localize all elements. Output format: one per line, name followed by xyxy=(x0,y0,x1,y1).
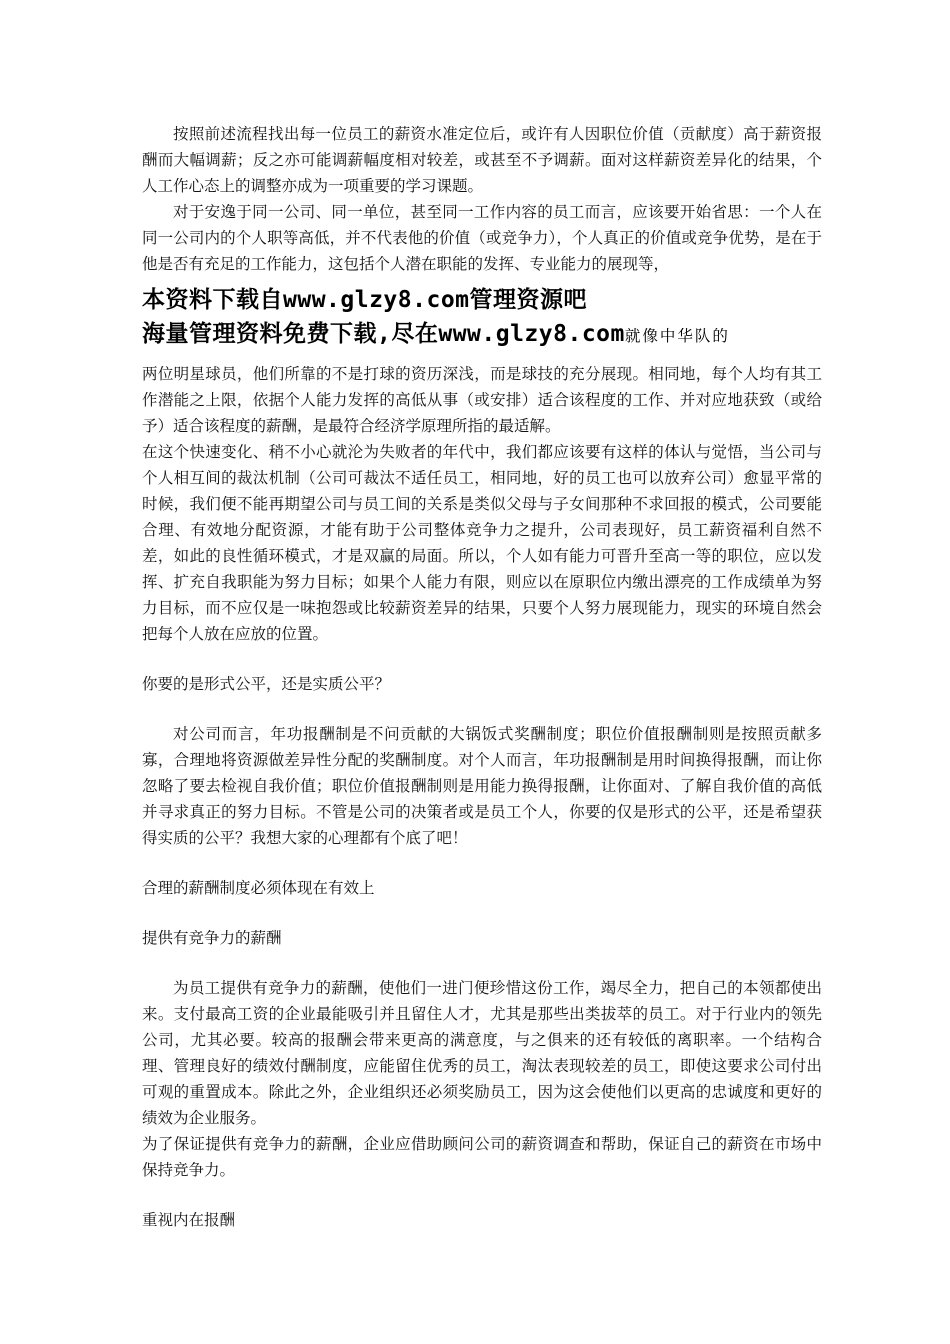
spacer xyxy=(142,697,822,721)
spacer xyxy=(142,647,822,671)
paragraph-seniority-vs-position-pay: 对公司而言，年功报酬制是不问贡献的大锅饭式奖酬制度；职位价值报酬制则是按照贡献多寡，合理地将资源做差异性分配的奖酬制度。对个人而言，年功报酬制是用时间换得报酬，而让你忽略了要去检视自我价值；职位价值报酬制则是用能力换得报酬，让你面对、了解自我价值的高低并寻求真正的努力目标。不管是公司的决策者或是员工个人，你要的仅是形式的公平，还是希望获得实质的公平？我想大家的心理都有个底了吧！ xyxy=(142,725,822,847)
document-body xyxy=(142,121,822,1233)
paragraph-salary-survey: 为了保证提供有竞争力的薪酬，企业应借助顾问公司的薪资调查和帮助，保证自己的薪资在市场中保持竞争力。 xyxy=(142,1135,822,1179)
paragraph-salary-differentiation: 按照前述流程找出每一位员工的薪资水准定位后，或许有人因职位价值（贡献度）高于薪资报酬而大幅调薪；反之亦可能调薪幅度相对较差，或甚至不予调薪。面对这样薪资差异化的结果，个人工作心态上的调整亦成为一项重要的学习课题。 xyxy=(142,125,822,195)
spacer xyxy=(142,951,822,975)
spacer xyxy=(142,851,822,875)
watermark-line-2 xyxy=(142,317,822,353)
paragraph-continuation-tail: 就像中华队的 xyxy=(624,327,730,345)
paragraph-elimination-mechanism: 在这个快速变化、稍不小心就沦为失败者的年代中，我们都应该要有这样的体认与觉悟，当公司与个人相互间的裁汰机制（公司可裁汰不适任员工，相同地，好的员工也可以放弃公司）愈显平常的时候，我们便不能再期望公司与员工间的关系是类似父母与子女间那种不求回报的模式，公司要能合理、有效地分配资源，才能有助于公司整体竞争力之提升，公司表现好，员工薪资福利自然不差，如此的良性循环模式，才是双赢的局面。所以，个人如有能力可晋升至高一等的职位，应以发挥、扩充自我职能为努力目标；如果个人能力有限，则应以在原职位内缴出漂亮的工作成绩单为努力目标，而不应仅是一味抱怨或比较薪资差异的结果，只要个人努力展现能力，现实的环境自然会把每个人放在应放的位置。 xyxy=(142,443,822,643)
watermark-banner xyxy=(142,283,822,353)
paragraph-competitive-pay-details: 为员工提供有竞争力的薪酬，使他们一进门便珍惜这份工作，竭尽全力，把自己的本领都使出来。支付最高工资的企业最能吸引并且留住人才，尤其是那些出类拔萃的员工。对于行业内的领先公司，尤其必要。较高的报酬会带来更高的满意度，与之俱来的还有较低的离职率。一个结构合理、管理良好的绩效付酬制度，应能留住优秀的员工，淘汰表现较差的员工，即使这要求公司付出可观的重置成本。除此之外，企业组织还必须奖励员工，因为这会使他们以更高的忠诚度和更好的绩效为企业服务。 xyxy=(142,979,822,1127)
watermark-line-1: 本资料下载自www.glzy8.com管理资源吧 xyxy=(142,287,588,313)
heading-formal-vs-substantive-fairness: 你要的是形式公平，还是实质公平？ xyxy=(142,675,391,693)
paragraph-star-players: 两位明星球员，他们所靠的不是打球的资历深浅，而是球技的充分展现。相同地，每个人均有其工作潜能之上限，依据个人能力发挥的高低从事（或安排）适合该程度的工作、并对应地获致（或给予）适合该程度的薪酬，是最符合经济学原理所指的最适解。 xyxy=(142,365,822,435)
spacer xyxy=(142,901,822,925)
heading-effective-pay-system: 合理的薪酬制度必须体现在有效上 xyxy=(142,879,375,897)
heading-intrinsic-rewards: 重视内在报酬 xyxy=(142,1211,236,1229)
spacer xyxy=(142,1183,822,1207)
heading-competitive-pay: 提供有竞争力的薪酬 xyxy=(142,929,282,947)
watermark-line-2-text: 海量管理资料免费下载,尽在www.glzy8.com xyxy=(142,321,625,347)
paragraph-self-reflection: 对于安逸于同一公司、同一单位，甚至同一工作内容的员工而言，应该要开始省思：一个人在同一公司内的个人职等高低，并不代表他的价值（或竞争力），个人真正的价值或竞争优势，是在于他是否有充足的工作能力，这包括个人潜在职能的发挥、专业能力的展现等， xyxy=(142,203,822,273)
